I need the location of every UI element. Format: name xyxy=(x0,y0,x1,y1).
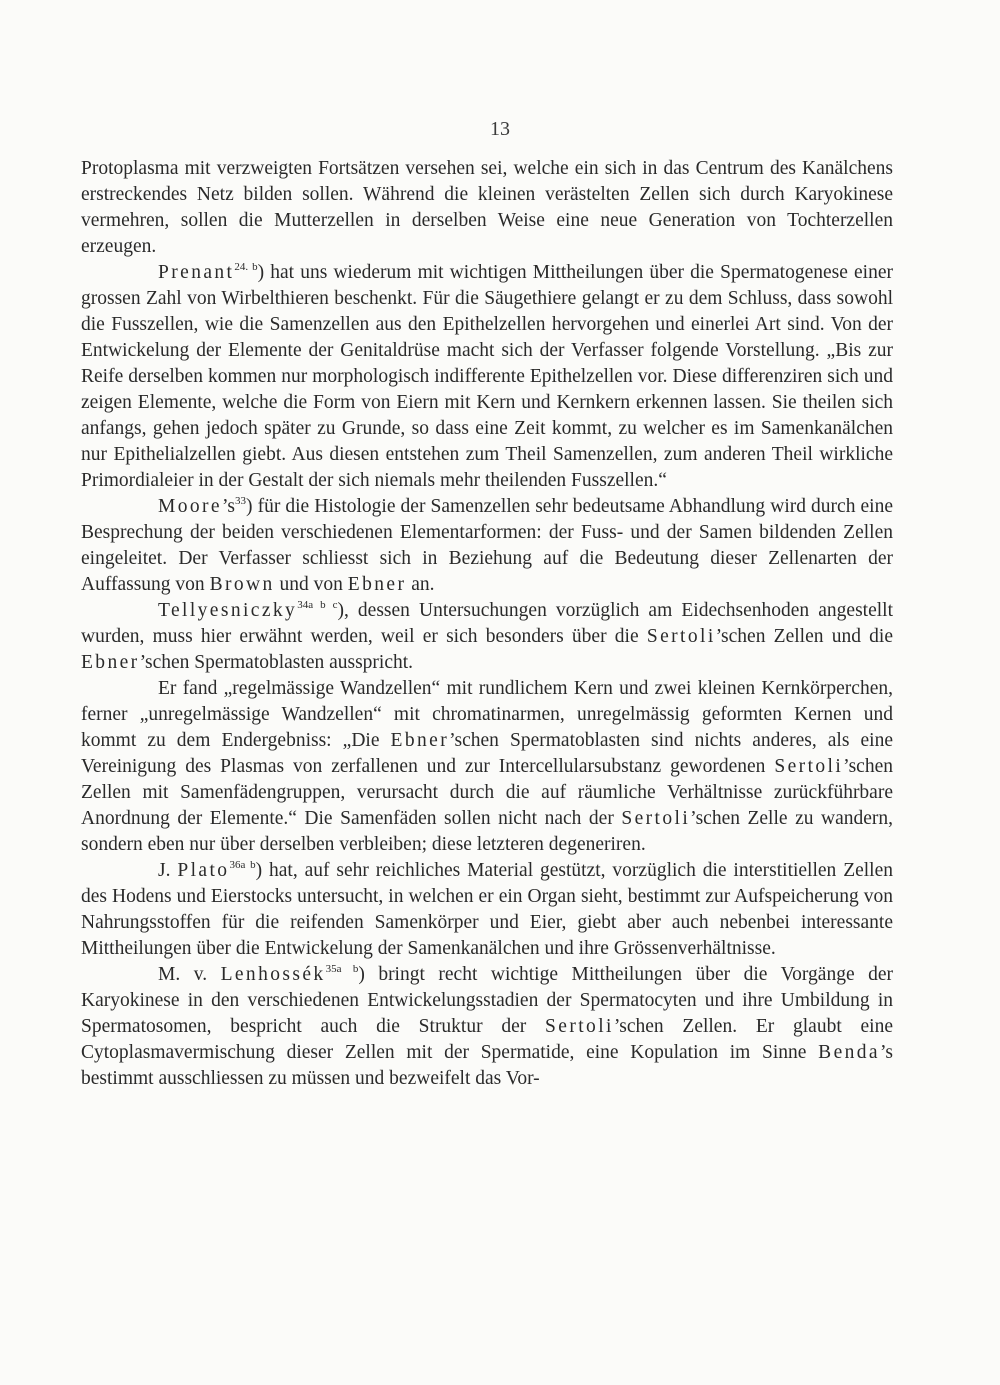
text-run: ’s bestimmt ausschliessen zu müssen und bezweifelt das Vor- xyxy=(81,1042,893,1089)
author-name: Sertoli xyxy=(774,756,844,777)
document-body xyxy=(81,156,893,1092)
paragraph xyxy=(81,598,893,676)
author-name: Brown xyxy=(209,574,275,595)
text-run: und von xyxy=(274,574,348,595)
text-run: ’schen Zellen und die xyxy=(715,626,893,647)
text-run: ), dessen Untersuchungen vorzüglich am Eidechsenhoden angestellt wurden, muss hier erwähnt werden, weil er sich besonders über die xyxy=(81,600,893,647)
author-name: Moore xyxy=(158,496,222,517)
paragraph xyxy=(81,962,893,1092)
footnote-reference: 33 xyxy=(235,495,247,507)
author-name: Sertoli xyxy=(621,808,691,829)
text-run: ’s xyxy=(222,496,236,517)
text-run: ) hat uns wiederum mit wichtigen Mittheilungen über die Spermatogenese einer grossen Zahl von Wirbelthieren beschenkt. Für die Säugethiere gelangt er zu dem Schluss, dass sowohl die Fusszellen, wie die Samenzellen aus den Epithelzellen hervorgehen und einerlei Art sind. Von der Entwickelung der Elemente der Genitaldrüse macht sich der Verfasser folgende Vorstellung. „Bis zur Reife derselben kommen nur morphologisch indifferente Epithelzellen vor. Diese differenziren sich und zeigen Elemente, welche die Form von Eiern mit Kern und Kernkern erkennen lassen. Sie theilen sich anfangs, gehen jedoch später zu Grunde, so dass eine Zeit kommt, zu welcher es im Samenkanälchen nur Epithelialzellen giebt. Aus diesen entstehen zum Theil Samenzellen, zum anderen Theil wirkliche Primordialeier in der Gestalt der sich niemals mehr theilenden Fusszellen.“ xyxy=(81,262,893,491)
text-run: ’schen Spermatoblasten ausspricht. xyxy=(139,652,414,673)
footnote-reference: 34a b c xyxy=(297,599,338,611)
paragraph xyxy=(81,676,893,858)
author-name: Ebner xyxy=(347,574,407,595)
text-run: Er fand „regelmässige Wandzellen“ mit rundlichem Kern und zwei kleinen Kernkörperchen, ferner „unregelmässige Wandzellen“ mit chromatinarmen, unregelmässig geformten Kernen und kommt zu dem Endergebniss: „Die xyxy=(81,678,893,751)
text-run: ’schen Zellen mit Samenfädengruppen, verursacht durch die auf räumliche Verhältnisse zurückführbare Anordnung der Elemente.“ Die Samenfäden sollen nicht nach der xyxy=(81,756,893,829)
text-run: Protoplasma mit verzweigten Fortsätzen versehen sei, welche ein sich in das Centrum des Kanälchens erstreckendes Netz bilden sollen. Während die kleinen verästelten Zellen sich durch Karyokinese vermehren, sollen die Mutterzellen in derselben Weise eine neue Generation von Tochterzellen erzeugen. xyxy=(81,158,893,257)
paragraph xyxy=(81,858,893,962)
paragraph xyxy=(81,494,893,598)
text-run: ’schen Zellen. Er glaubt eine Cytoplasmavermischung dieser Zellen mit der Spermatide, eine Kopulation im Sinne xyxy=(81,1016,893,1063)
paragraph xyxy=(81,260,893,494)
footnote-reference: 36a b xyxy=(229,859,256,871)
text-run: ’schen Zelle zu wandern, sondern eben nur über derselben verbleiben; diese letzteren degeneriren. xyxy=(81,808,893,855)
author-name: Sertoli xyxy=(646,626,716,647)
page-number: 13 xyxy=(490,118,510,140)
footnote-reference: 24. b xyxy=(234,261,258,273)
author-name: Tellyesniczky xyxy=(158,600,298,621)
author-name: Ebner xyxy=(390,730,450,751)
author-name: Plato xyxy=(177,860,230,881)
author-name: Sertoli xyxy=(545,1016,614,1037)
text-run: an. xyxy=(406,574,435,595)
text-run: M. v. xyxy=(158,964,221,985)
paragraph xyxy=(81,156,893,260)
text-run: J. xyxy=(158,860,178,881)
text-run: ) für die Histologie der Samenzellen sehr bedeutsame Abhandlung wird durch eine Besprechung der beiden verschiedenen Elementarformen: der Fuss- und der Samen bildenden Zellen eingeleitet. Der Verfasser schliesst sich in Beziehung auf die Bedeutung dieser Zellenarten der Auffassung von xyxy=(81,496,893,595)
author-name: Ebner xyxy=(81,652,140,673)
text-run: ’schen Spermatoblasten sind nichts anderes, als eine Vereinigung des Plasmas von zerfallenen und zur Intercellularsubstanz gewordenen xyxy=(81,730,893,777)
author-name: Benda xyxy=(818,1042,880,1063)
text-run: ) hat, auf sehr reichliches Material gestützt, vorzüglich die interstitiellen Zellen des Hodens und Eierstocks untersucht, in welchen er ein Organ sieht, bestimmt zur Aufspeicherung von Nahrungsstoffen für die reifenden Samenkörper und Eier, giebt aber auch nebenbei interessante Mittheilungen über die Entwickelung der Samenkanälchen und ihre Grössenverhältnisse. xyxy=(81,860,893,959)
author-name: Lenhossék xyxy=(220,964,326,985)
footnote-reference: 35a b xyxy=(325,963,359,975)
author-name: Prenant xyxy=(158,262,235,283)
text-run: ) bringt recht wichtige Mittheilungen über die Vorgänge der Karyokinese in den verschiedenen Entwickelungsstadien der Spermatocyten und ihre Umbildung in Spermatosomen, bespricht auch die Struktur der xyxy=(81,964,893,1037)
